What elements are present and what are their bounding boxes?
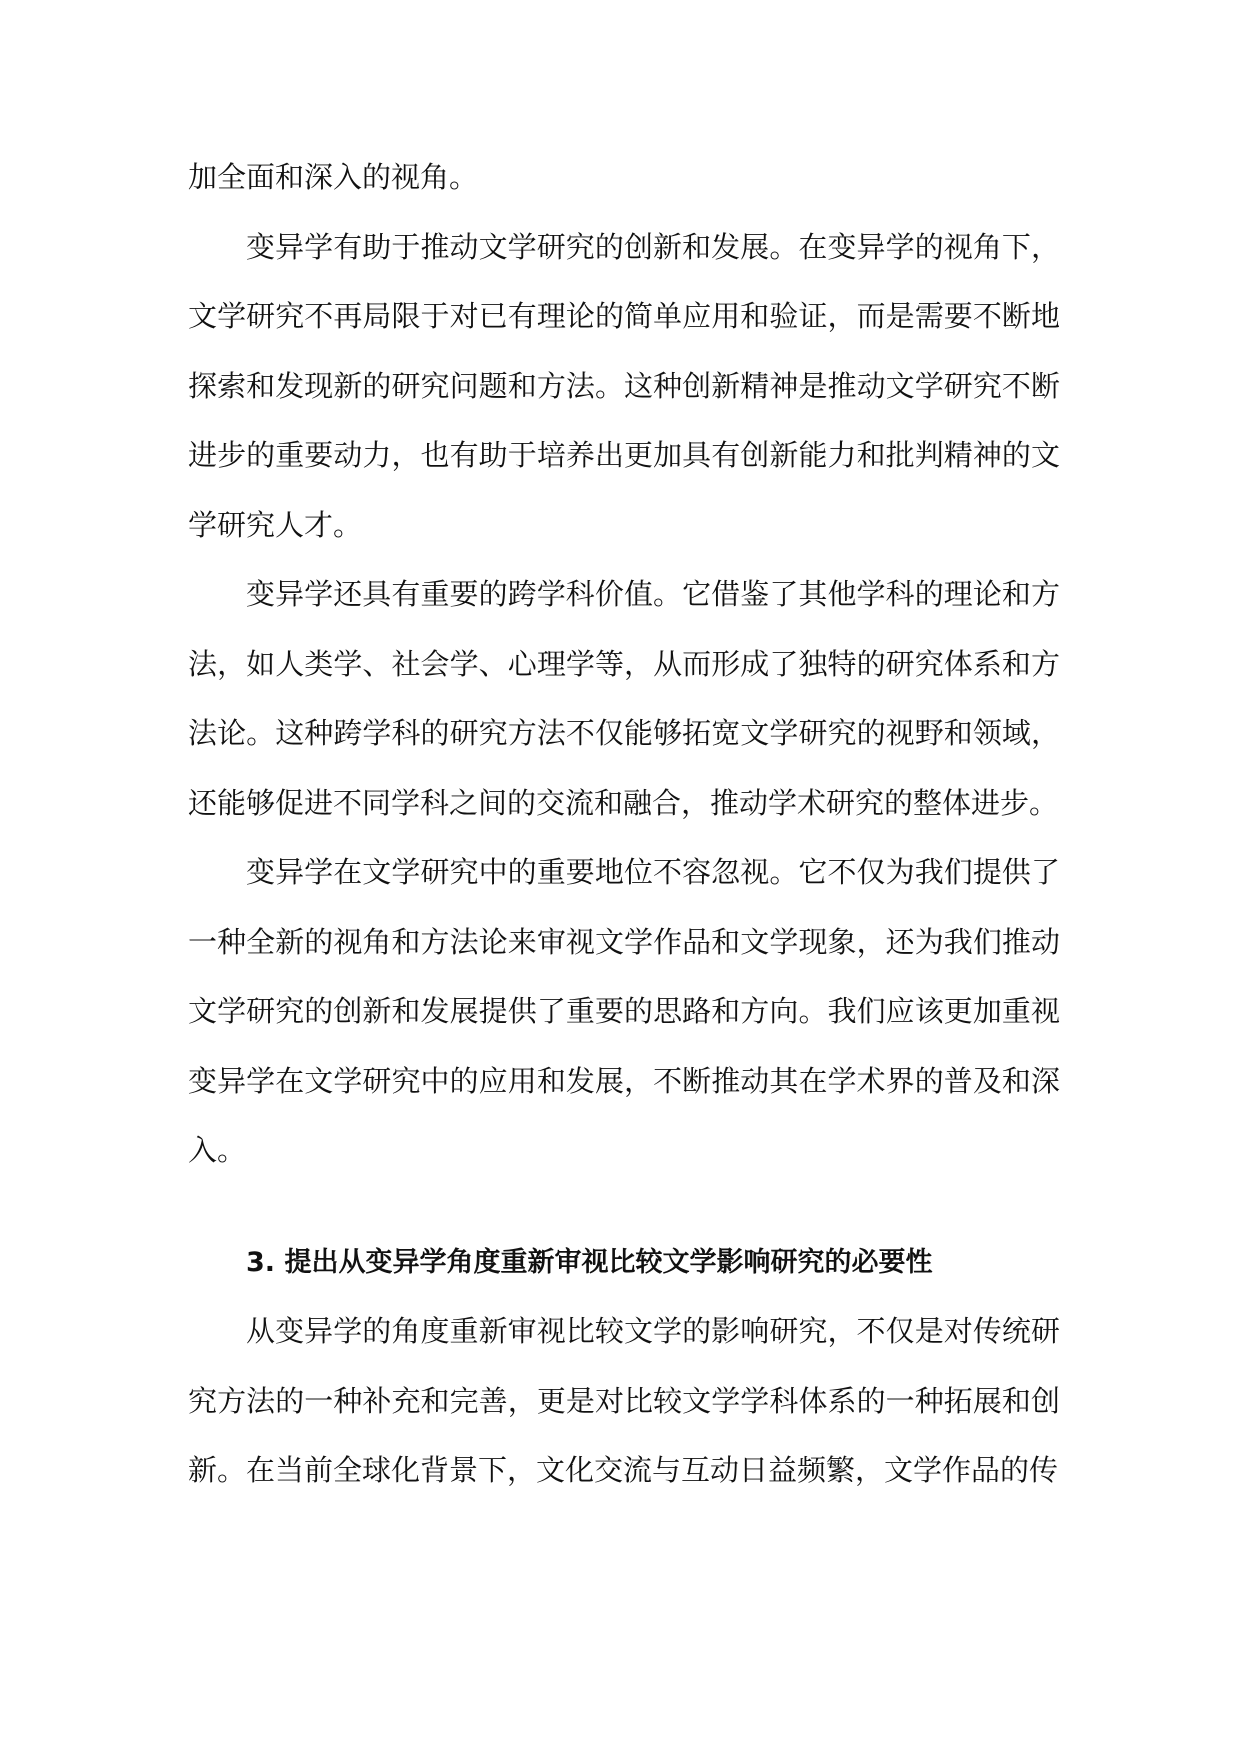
section-heading: 3. 提出从变异学角度重新审视比较文学影响研究的必要性: [246, 1246, 933, 1278]
body-text: [188, 143, 1060, 1506]
paragraph-continuation: 加全面和深入的视角。: [188, 160, 479, 194]
paragraph-importance: 变异学在文学研究中的重要地位不容忽视。它不仅为我们提供了一种全新的视角和方法论来审视文学作品和文学现象，还为我们推动文学研究的创新和发展提供了重要的思路和方向。我们应该更加重视变异学在文学研究中的应用和发展，不断推动其在学术界的普及和深入。: [188, 855, 1060, 1167]
paragraph-innovation: 变异学有助于推动文学研究的创新和发展。在变异学的视角下，文学研究不再局限于对已有理论的简单应用和验证，而是需要不断地探索和发现新的研究问题和方法。这种创新精神是推动文学研究不断进步的重要动力，也有助于培养出更加具有创新能力和批判精神的文学研究人才。: [188, 229, 1060, 542]
paragraph-interdisciplinary: 变异学还具有重要的跨学科价值。它借鉴了其他学科的理论和方法，如人类学、社会学、心理学等，从而形成了独特的研究体系和方法论。这种跨学科的研究方法不仅能够拓宽文学研究的视野和领域，还能够促进不同学科之间的交流和融合，推动学术研究的整体进步。: [188, 577, 1060, 820]
paragraph-necessity: 从变异学的角度重新审视比较文学的影响研究，不仅是对传统研究方法的一种补充和完善，更是对比较文学学科体系的一种拓展和创新。在当前全球化背景下，文化交流与互动日益频繁，文学作品的传: [188, 1314, 1060, 1487]
